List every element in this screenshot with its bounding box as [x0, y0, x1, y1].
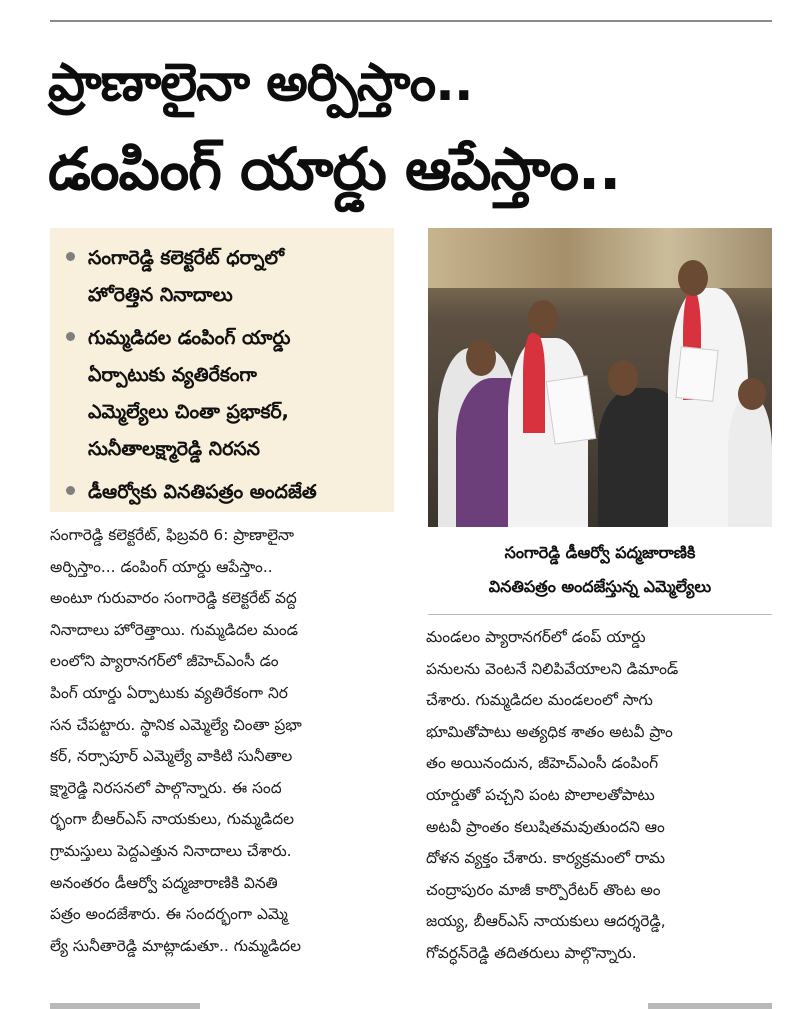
bottom-rule-right — [648, 1003, 772, 1009]
article-line: జయ్య, బీఆర్‌ఎస్ నాయకులు ఆదర్శరెడ్డి, — [426, 912, 666, 931]
article-line: కర్, నర్సాపూర్ ఎమ్మెల్యే వాకిటి సునీతాల — [50, 747, 293, 766]
article-line: అనంతరం డీఆర్వో పద్మజారాణికి వినతి — [50, 873, 278, 892]
article-line: సంగారెడ్డి కలెక్టరేట్, ఫిబ్రవరి 6: ప్రాణాలైనా — [50, 526, 294, 544]
petition-paper — [546, 375, 596, 444]
article-line: యార్డుతో పచ్చని పంట పొలాలతోపాటు — [426, 785, 655, 804]
article-line: గోవర్ధన్‌రెడ్డి తదితరులు పాల్గొన్నారు. — [426, 943, 637, 962]
caption-line: సంగారెడ్డి డీఆర్వో పద్మజారాణికి — [504, 543, 696, 562]
photo-background-wall — [428, 228, 772, 288]
highlights-box — [50, 228, 394, 512]
headline-line-2: డంపింగ్ యార్డు ఆపేస్తాం.. — [48, 135, 621, 203]
highlight-line: సంగారెడ్డి కలెక్టరేట్ ధర్నాలో — [88, 247, 284, 269]
article-line: పనులను వెంటనే నిలిపివేయాలని డిమాండ్ — [426, 659, 679, 678]
article-line: తం అయినందున, జీహెచ్‌ఎంసీ డంపింగ్ — [426, 754, 659, 773]
news-photo — [428, 228, 772, 527]
bullet-icon — [66, 252, 75, 261]
highlight-item — [64, 474, 388, 511]
highlight-line: సునీతాలక్ష్మారెడ్డి నిరసన — [88, 438, 261, 460]
article-column-left — [50, 520, 396, 962]
photo-caption — [428, 536, 772, 604]
article-line: క్ష్మారెడ్డి నిరసనలో పాల్గొన్నారు. ఈ సంద — [50, 778, 282, 797]
highlight-item — [64, 320, 388, 468]
photo-face — [466, 340, 496, 376]
caption-line: వినతిపత్రం అందజేస్తున్న ఎమ్మెల్యేలు — [488, 577, 712, 596]
highlight-line: ఎమ్మెల్యేలు చింతా ప్రభాకర్, — [88, 401, 289, 423]
article-line: దోళన వ్యక్తం చేశారు. కార్యక్రమంలో రామ — [426, 849, 666, 868]
article-line: పత్రం అందజేశారు. ఈ సందర్భంగా ఎమ్మె — [50, 905, 288, 924]
article-line: అర్పిస్తాం... డంపింగ్ యార్డు ఆపేస్తాం.. — [50, 557, 273, 576]
photo-person — [523, 333, 545, 433]
highlight-line: ఏర్పాటుకు వ్యతిరేకంగా — [88, 364, 257, 386]
photo-face — [528, 300, 558, 336]
highlight-line: గుమ్మడిదల డంపింగ్ యార్డు — [88, 327, 291, 349]
previous-article-fragment — [455, 0, 605, 6]
photo-face — [738, 378, 766, 410]
top-rule — [50, 20, 772, 22]
article-line: అటవీ ప్రాంతం కలుషితమవుతుందని ఆం — [426, 817, 665, 836]
highlights-list — [50, 228, 394, 511]
bullet-icon — [66, 486, 75, 495]
article-line: మండలం ప్యారానగర్‌లో డంప్ యార్డు — [426, 628, 646, 646]
highlight-line: హోరెత్తిన నినాదాలు — [88, 284, 233, 306]
highlight-item — [64, 240, 388, 314]
article-line: భూమితోపాటు అత్యధిక శాతం అటవీ ప్రాం — [426, 722, 673, 741]
article-line: చేశారు. గుమ్మడిదల మండలంలో సాగు — [426, 691, 653, 710]
article-line: నినాదాలు హోరెత్తాయి. గుమ్మడిదల మండ — [50, 620, 299, 639]
article-column-right — [426, 622, 774, 970]
photo-face — [678, 260, 708, 296]
article-line: చంద్రాపురం మాజీ కార్పొరేటర్ తొంట అం — [426, 880, 661, 899]
article-line: ల్యే సునీతారెడ్డి మాట్లాడుతూ.. గుమ్మడిదల — [50, 936, 302, 955]
article-line: లంలోని ప్యారానగర్‌లో జీహెచ్‌ఎంసీ డం — [50, 652, 279, 671]
caption-divider — [428, 614, 772, 615]
photo-face — [608, 360, 638, 396]
bottom-rule-left — [50, 1003, 200, 1009]
article-line: సన చేపట్టారు. స్థానిక ఎమ్మెల్యే చింతా ప్రభా — [50, 715, 302, 734]
bullet-icon — [66, 332, 75, 341]
article-line: పింగ్ యార్డు ఏర్పాటుకు వ్యతిరేకంగా నిర — [50, 683, 288, 702]
highlight-line: డీఆర్వోకు వినతిపత్రం అందజేత — [88, 481, 317, 503]
article-line: ర్భంగా బీఆర్‌ఎస్ నాయకులు, గుమ్మడిదల — [50, 810, 295, 829]
article-line: గ్రామస్తులు పెద్దఎత్తున నినాదాలు చేశారు. — [50, 841, 292, 860]
petition-paper — [675, 346, 718, 402]
headline-line-1: ప్రాణాలైనా అర్పిస్తాం.. — [48, 53, 473, 113]
article-line: అంటూ గురువారం సంగారెడ్డి కలెక్టరేట్ వద్ద — [50, 589, 297, 608]
photo-person — [728, 398, 772, 527]
